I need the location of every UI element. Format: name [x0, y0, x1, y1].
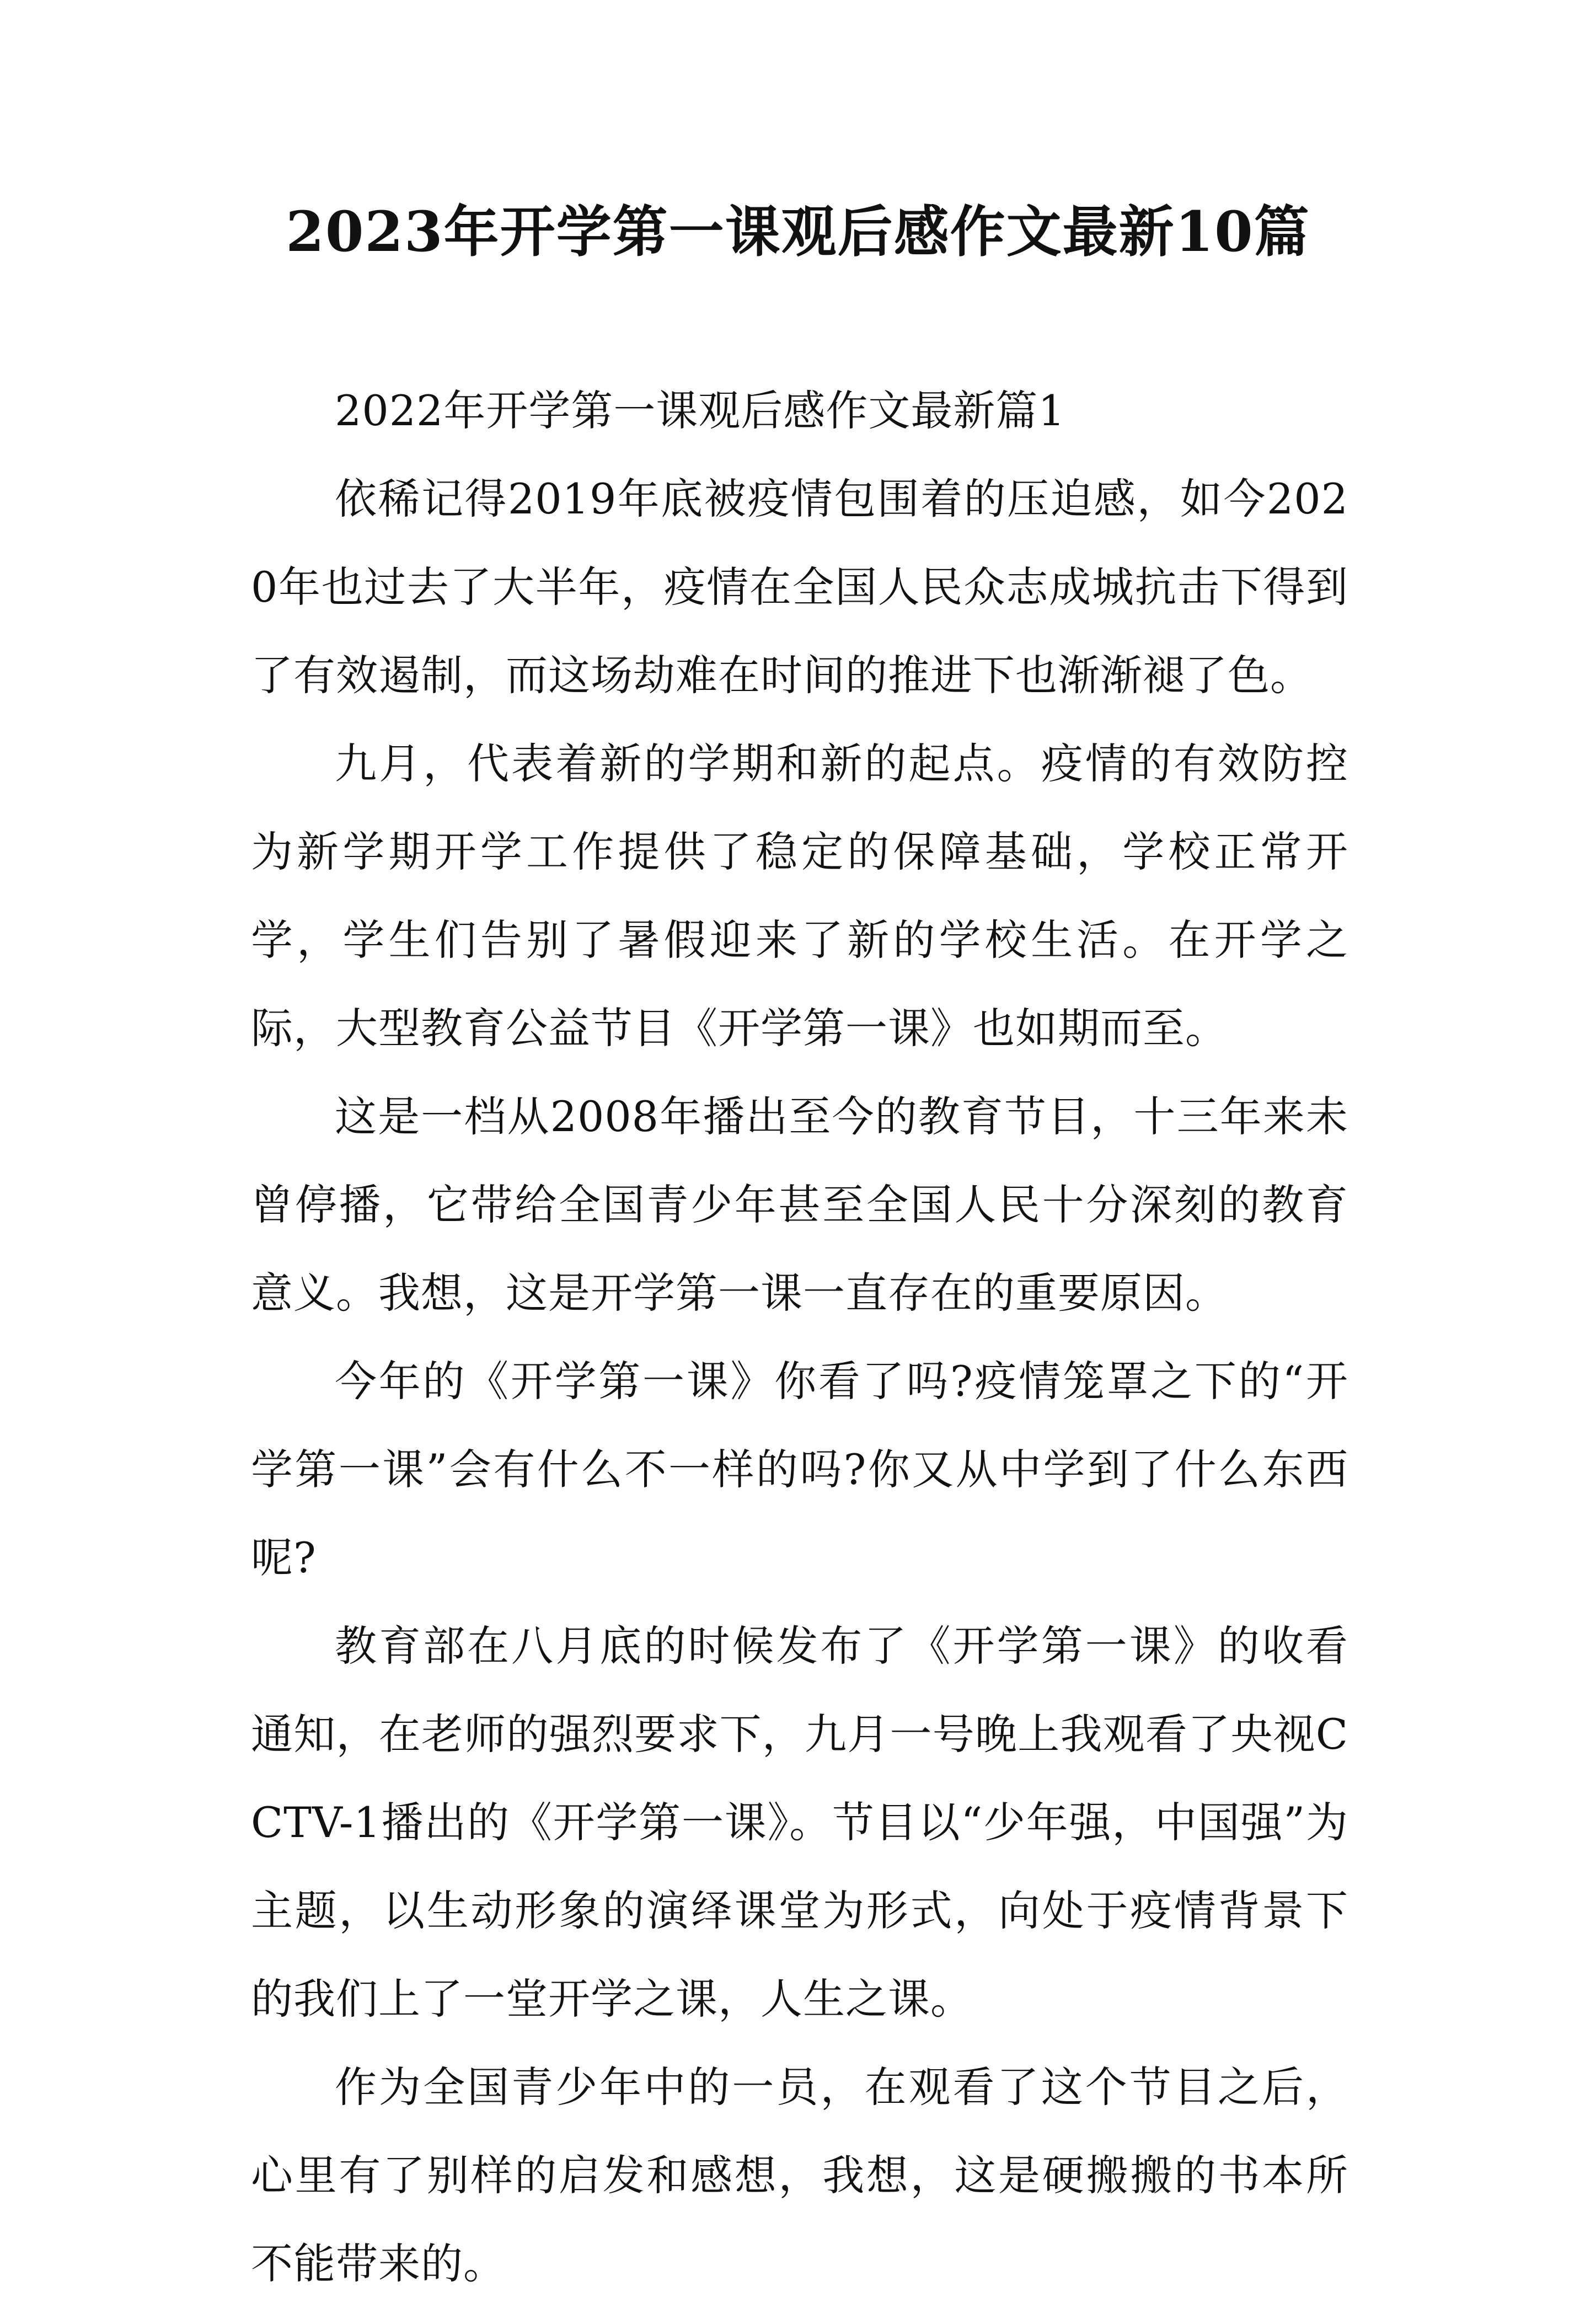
- paragraph: 教育部在八月底的时候发布了《开学第一课》的收看通知，在老师的强烈要求下，九月一号晚上我观看了央视CCTV-1播出的《开学第一课》。节目以“少年强，中国强”为主题，以生动形象的演绎课堂为形式，向处于疫情背景下的我们上了一堂开学之课，人生之课。: [251, 1621, 1348, 2023]
- paragraph: 依稀记得2019年底被疫情包围着的压迫感，如今2020年也过去了大半年，疫情在全国人民众志成城抗击下得到了有效遏制，而这场劫难在时间的推进下也渐渐褪了色。: [251, 474, 1348, 700]
- document-body: [251, 367, 1348, 2308]
- paragraph: 这是一档从2008年播出至今的教育节目，十三年来未曾停播，它带给全国青少年甚至全国人民十分深刻的教育意义。我想，这是开学第一课一直存在的重要原因。: [251, 1092, 1348, 1318]
- paragraph: 作为全国青少年中的一员，在观看了这个节目之后，心里有了别样的启发和感想，我想，这是硬搬搬的书本所不能带来的。: [251, 2063, 1348, 2288]
- document-title: 2023年开学第一课观后感作文最新10篇: [286, 199, 1310, 264]
- paragraph: 九月，代表着新的学期和新的起点。疫情的有效防控为新学期开学工作提供了稳定的保障基础，学校正常开学，学生们告别了暑假迎来了新的学校生活。在开学之际，大型教育公益节目《开学第一课》也如期而至。: [251, 739, 1348, 1053]
- section-heading: 2022年开学第一课观后感作文最新篇1: [335, 386, 1065, 435]
- paragraph: 今年的《开学第一课》你看了吗?疫情笼罩之下的“开学第一课”会有什么不一样的吗?你又从中学到了什么东西呢?: [251, 1357, 1348, 1582]
